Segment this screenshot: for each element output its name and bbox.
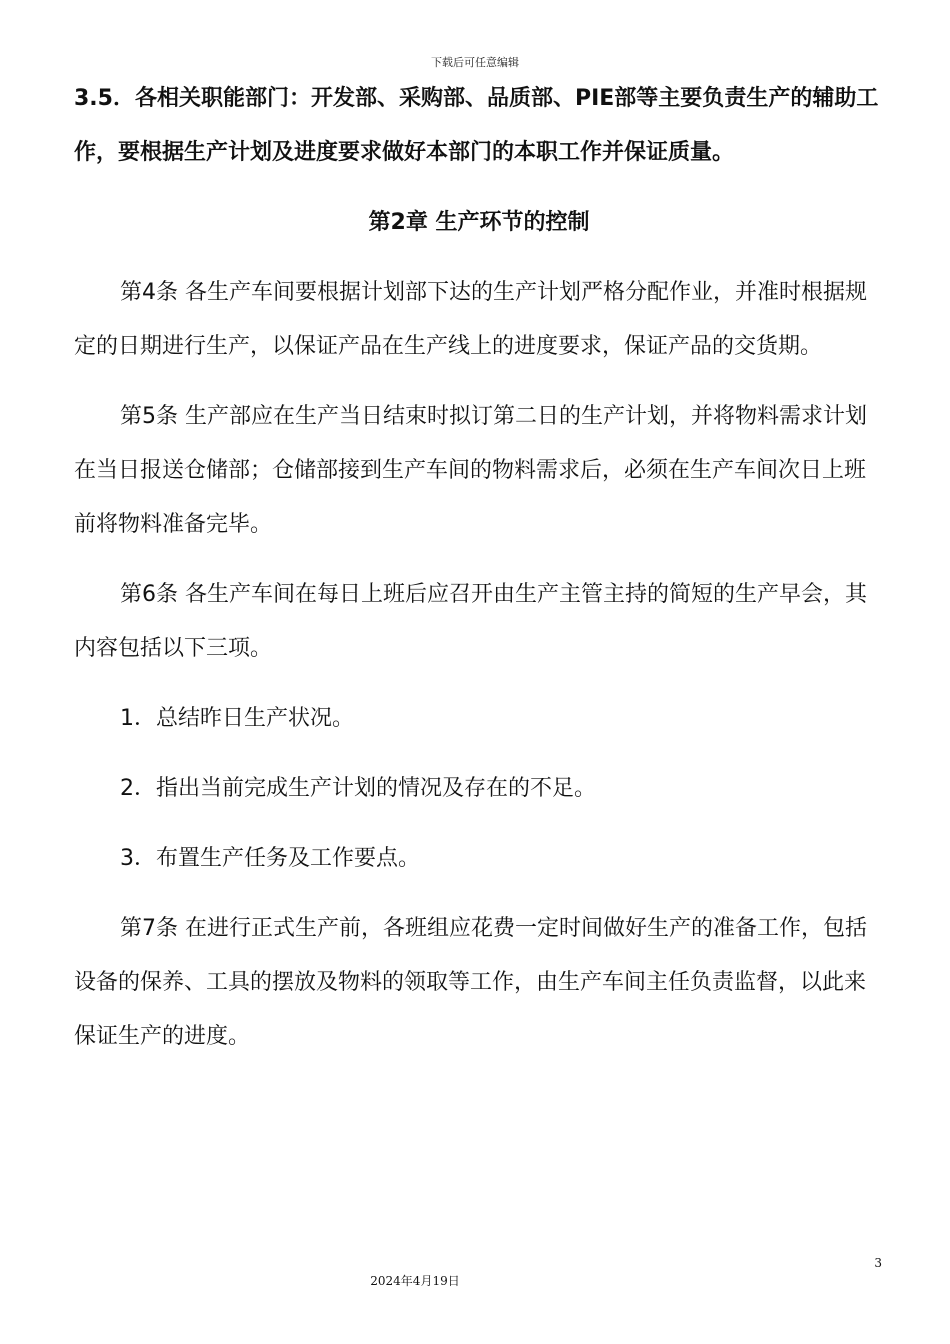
spacer bbox=[74, 374, 884, 390]
document-body bbox=[74, 72, 884, 1064]
section-3-5-paragraph: 3.5．各相关职能部门：开发部、采购部、品质部、PIE部等主要负责生产的辅助工作，要根据生产计划及进度要求做好本部门的本职工作并保证质量。 bbox=[74, 86, 879, 165]
spacer bbox=[74, 552, 884, 568]
article-4-paragraph: 第4条 各生产车间要根据计划部下达的生产计划严格分配作业，并准时根据规定的日期进行生产，以保证产品在生产线上的进度要求，保证产品的交货期。 bbox=[74, 280, 867, 359]
page-number: 3 bbox=[874, 1256, 882, 1270]
list-item-1: 1．总结昨日生产状况。 bbox=[120, 706, 354, 731]
footer-date: 2024年4月19日 bbox=[370, 1274, 460, 1288]
article-7-paragraph: 第7条 在进行正式生产前，各班组应花费一定时间做好生产的准备工作，包括设备的保养、工具的摆放及物料的领取等工作，由生产车间主任负责监督，以此来保证生产的进度。 bbox=[74, 916, 867, 1049]
header-note: 下载后可任意编辑 bbox=[431, 56, 519, 69]
article-5-paragraph: 第5条 生产部应在生产当日结束时拟订第二日的生产计划，并将物料需求计划在当日报送仓储部；仓储部接到生产车间的物料需求后，必须在生产车间次日上班前将物料准备完毕。 bbox=[74, 404, 867, 537]
spacer bbox=[74, 676, 884, 692]
article-6-paragraph: 第6条 各生产车间在每日上班后应召开由生产主管主持的简短的生产早会，其内容包括以下三项。 bbox=[74, 582, 867, 661]
list-item-3: 3．布置生产任务及工作要点。 bbox=[120, 846, 420, 871]
chapter-title: 第2章 生产环节的控制 bbox=[368, 210, 590, 235]
list-item-2: 2．指出当前完成生产计划的情况及存在的不足。 bbox=[120, 776, 596, 801]
